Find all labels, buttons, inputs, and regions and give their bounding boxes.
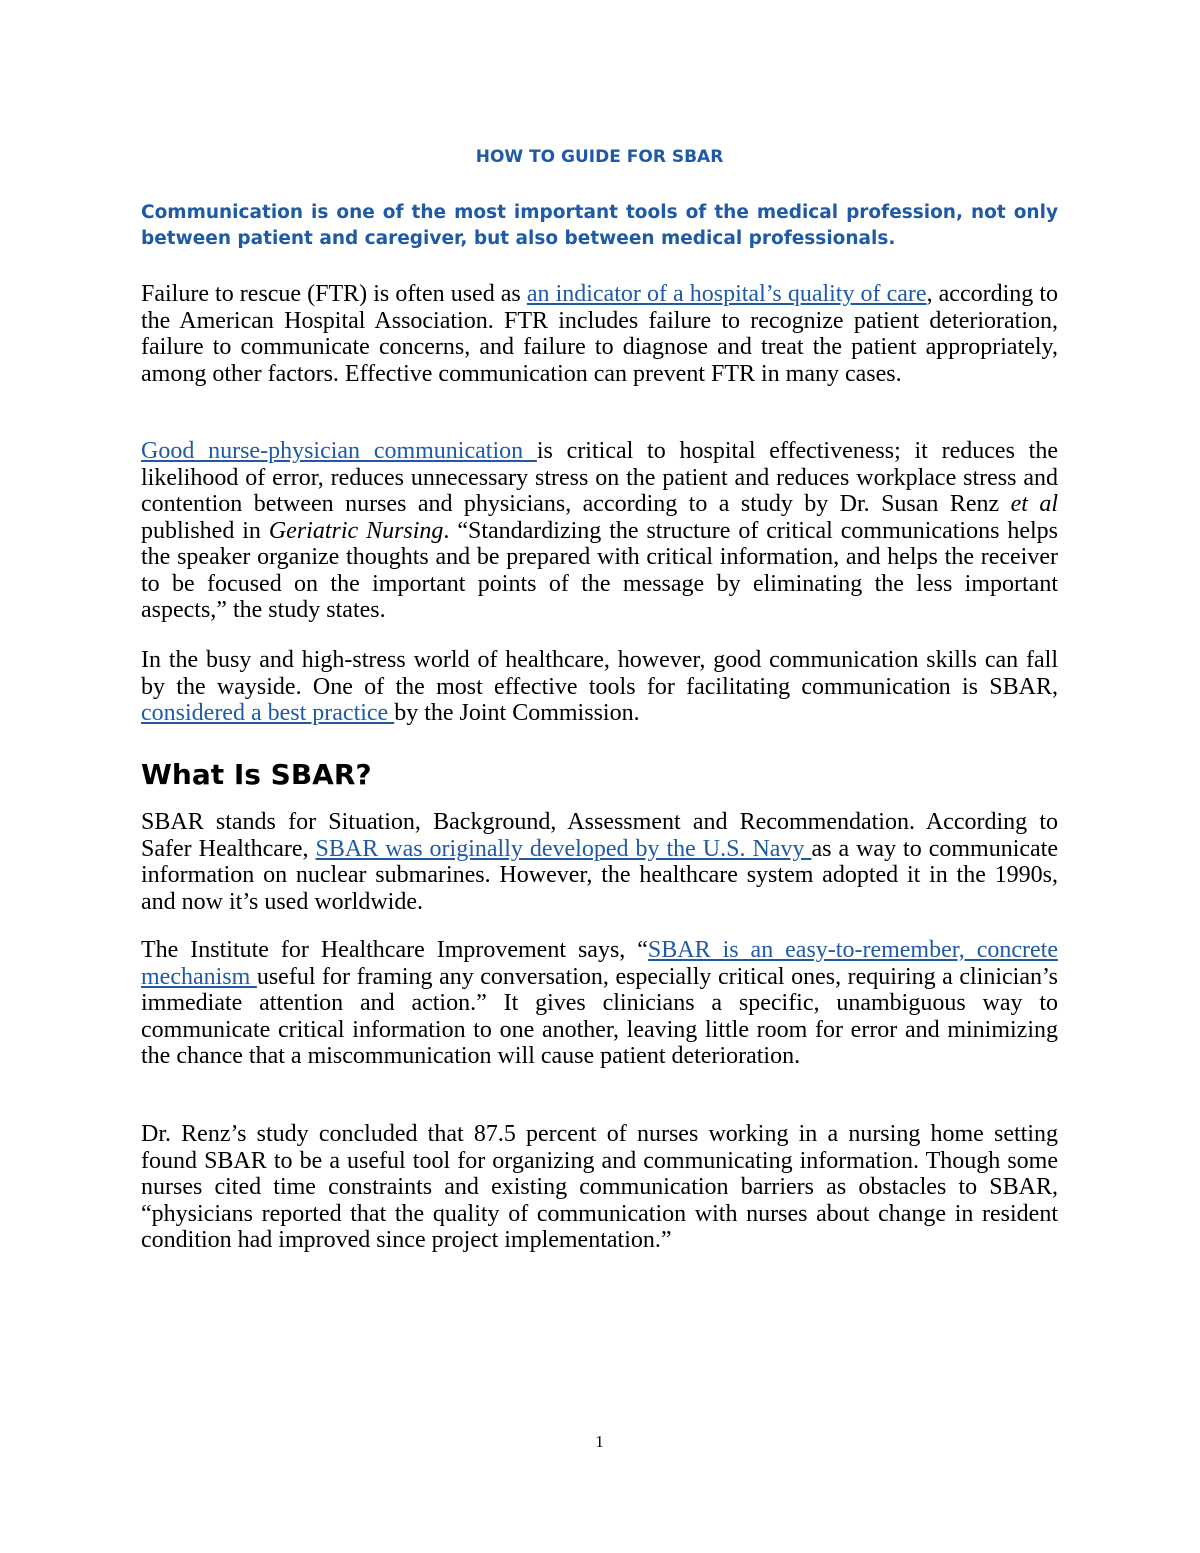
- link-quality-of-care[interactable]: an indicator of a hospital’s quality of care: [526, 281, 927, 307]
- link-best-practice[interactable]: considered a best practice: [141, 700, 395, 726]
- page-number: 1: [595, 1432, 604, 1451]
- paragraph-sbar-definition: [141, 809, 1058, 915]
- paragraph-text: , according to the American Hospital Association. FTR includes failure to recognize patient deterioration, failure to communicate concerns, and failure to diagnose and treat the patient appropriately, among other factors. Effective communication can prevent FTR in many cases.: [141, 281, 1058, 387]
- paragraph-text: as a way to communicate information on nuclear submarines. However, the healthcare system adopted it in the 1990s, and now it’s used worldwide.: [141, 835, 1059, 915]
- link-easy-to-remember[interactable]: SBAR is an easy-to-remember, concrete mechanism: [141, 937, 1058, 990]
- paragraph-text: by the Joint Commission.: [394, 700, 640, 726]
- section-heading: What Is SBAR?: [141, 758, 372, 791]
- paragraph-text: . “Standardizing the structure of critical communications helps the speaker organize thoughts and be prepared with critical information, and helps the receiver to be focused on the important points of the message by eliminating the less important aspects,” the study states.: [141, 517, 1058, 623]
- italic-text: et al: [1010, 491, 1058, 517]
- journal-title: Geriatric Nursing: [268, 517, 444, 544]
- document-title: HOW TO GUIDE FOR SBAR: [475, 147, 724, 167]
- paragraph-text: The Institute for Healthcare Improvement says, “: [141, 937, 648, 963]
- paragraph-ftr: [141, 281, 1058, 387]
- paragraph-communication: [141, 438, 1058, 624]
- document-page: [141, 0, 1058, 1553]
- intro-paragraph: Communication is one of the most important tools of the medical profession, not only between patient and caregiver, but also between medical professionals.: [141, 202, 1058, 249]
- paragraph-text: published in: [141, 517, 269, 544]
- link-nurse-physician-communication[interactable]: Good nurse-physician communication: [141, 438, 537, 464]
- paragraph-ihi: [141, 937, 1058, 1070]
- paragraph-text: SBAR stands for Situation, Background, Assessment and Recommendation. According to Safer Healthcare,: [141, 809, 1058, 862]
- paragraph-text: useful for framing any conversation, especially critical ones, requiring a clinician’s immediate attention and action.” It gives clinicians a specific, unambiguous way to communicate critical information to one another, leaving little room for error and minimizing the chance that a miscommunication will cause patient deterioration.: [141, 963, 1058, 1069]
- paragraph-renz-study: Dr. Renz’s study concluded that 87.5 percent of nurses working in a nursing home setting found SBAR to be a useful tool for organizing and communicating information. Though some nurses cited time constraints and existing communication barriers as obstacles to SBAR, “physicians reported that the quality of communication with nurses about change in resident condition had improved since project implementation.”: [141, 1121, 1058, 1253]
- link-us-navy[interactable]: SBAR was originally developed by the U.S. Navy: [315, 835, 812, 862]
- paragraph-text: Failure to rescue (FTR) is often used as: [141, 281, 527, 307]
- paragraph-text: In the busy and high-stress world of healthcare, however, good communication skills can fall by the wayside. One of the most effective tools for facilitating communication is SBAR,: [141, 647, 1058, 700]
- paragraph-busy-world: [141, 647, 1058, 727]
- paragraph-text: is critical to hospital effectiveness; it reduces the likelihood of error, reduces unnecessary stress on the patient and reduces workplace stress and contention between nurses and physicians, according to a study by Dr. Susan Renz: [141, 438, 1058, 517]
